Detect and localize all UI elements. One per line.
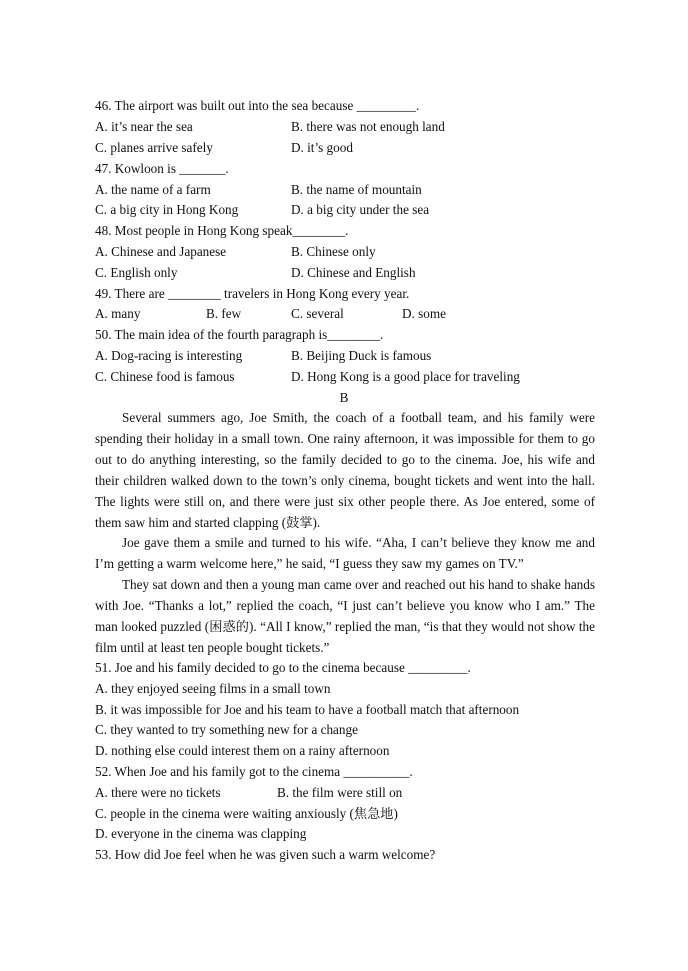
q47-option-a: A. the name of a farm (95, 182, 211, 197)
question-48-stem: 48. Most people in Hong Kong speak________. (95, 223, 349, 238)
q46-option-d: D. it’s good (291, 140, 353, 155)
q49-option-c: C. several (291, 306, 344, 321)
q46-option-b: B. there was not enough land (291, 119, 445, 134)
q46-option-a: A. it’s near the sea (95, 119, 193, 134)
question-53-stem: 53. How did Joe feel when he was given such a warm welcome? (95, 847, 436, 862)
q47-option-b: B. the name of mountain (291, 182, 422, 197)
reading-passage (95, 408, 595, 659)
question-49-stem: 49. There are ________ travelers in Hong Kong every year. (95, 286, 410, 301)
passage-paragraph-2: Joe gave them a smile and turned to his wife. “Aha, I can’t believe they know me and I’m getting a warm welcome here,” he said, “I guess they saw my games on TV.” (95, 535, 595, 572)
question-50-stem: 50. The main idea of the fourth paragraph is________. (95, 327, 384, 342)
q50-option-a: A. Dog-racing is interesting (95, 348, 243, 363)
q46-option-c: C. planes arrive safely (95, 140, 213, 155)
q51-option-b: B. it was impossible for Joe and his team to have a football match that afternoon (95, 702, 520, 717)
question-47-stem: 47. Kowloon is _______. (95, 161, 229, 176)
q50-option-c: C. Chinese food is famous (95, 369, 235, 384)
q52-option-d: D. everyone in the cinema was clapping (95, 826, 307, 841)
question-52-stem: 52. When Joe and his family got to the cinema __________. (95, 764, 413, 779)
q52-option-c: C. people in the cinema were waiting anxiously (焦急地) (95, 806, 398, 821)
q48-option-c: C. English only (95, 265, 178, 280)
question-51-stem: 51. Joe and his family decided to go to the cinema because _________. (95, 660, 471, 675)
q52-option-b: B. the film were still on (277, 785, 403, 800)
q48-option-b: B. Chinese only (291, 244, 376, 259)
q47-option-c: C. a big city in Hong Kong (95, 202, 239, 217)
q49-option-a: A. many (95, 306, 141, 321)
passage-paragraph-1: Several summers ago, Joe Smith, the coach of a football team, and his family were spending their holiday in a small town. One rainy afternoon, it was impossible for them to go out to do anything interesting, so the family decided to go to the cinema. Joe, his wife and their children walked down to the town’s only cinema, bought tickets and went into the hall. The lights were still on, and there were just six other people there. As Joe entered, some of them saw him and started clapping (鼓掌). (95, 410, 595, 530)
q48-option-a: A. Chinese and Japanese (95, 244, 227, 259)
question-46-stem: 46. The airport was built out into the sea because _________. (95, 98, 420, 113)
q47-option-d: D. a big city under the sea (291, 202, 430, 217)
passage-paragraph-3: They sat down and then a young man came over and reached out his hand to shake hands with Joe. “Thanks a lot,” replied the coach, “I just can’t believe you know who I am.” The man looked puzzled (困惑的). “All I know,” replied the man, “is that they would not show the film until at least ten people bought tickets.” (95, 577, 595, 655)
q49-option-d: D. some (402, 306, 446, 321)
q51-option-d: D. nothing else could interest them on a rainy afternoon (95, 743, 390, 758)
q50-option-b: B. Beijing Duck is famous (291, 348, 432, 363)
q48-option-d: D. Chinese and English (291, 265, 416, 280)
q51-option-c: C. they wanted to try something new for a change (95, 722, 358, 737)
section-heading: B (339, 390, 349, 405)
q51-option-a: A. they enjoyed seeing films in a small town (95, 681, 331, 696)
q50-option-d: D. Hong Kong is a good place for traveling (291, 369, 520, 384)
q49-option-b: B. few (206, 306, 242, 321)
q52-option-a: A. there were no tickets (95, 785, 221, 800)
